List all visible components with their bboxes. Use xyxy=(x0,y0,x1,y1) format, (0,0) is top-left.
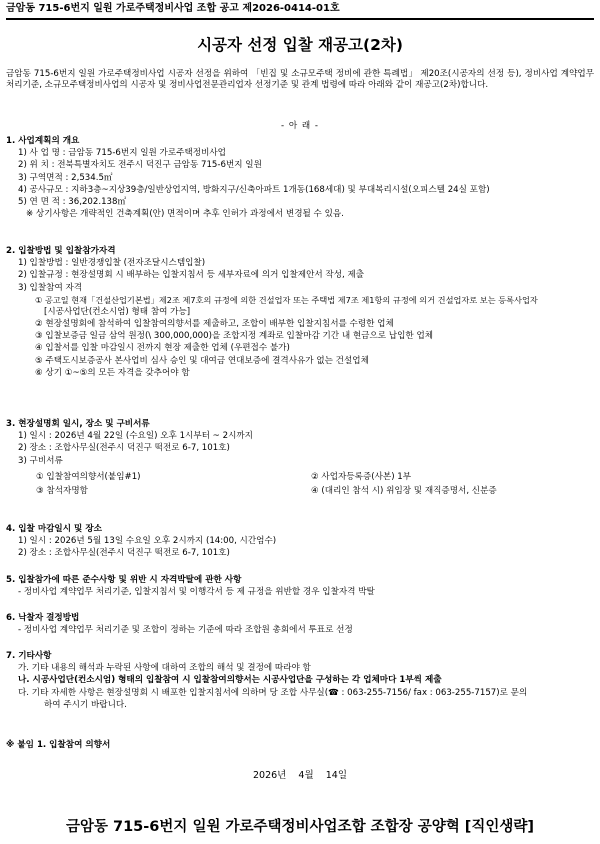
section-body: - 정비사업 계약업무 처리기준, 입찰지침서 및 이행각서 등 제 규정을 위반할 경우 입찰자격 박탈 xyxy=(18,587,375,598)
list-item: 1) 입찰방법 : 일반경쟁입찰 (전자조달시스템입찰) xyxy=(18,258,206,269)
intro-paragraph: 금암동 715-6번지 일원 가로주택정비사업 시공자 선정을 위하여 「빈집 및 소규모주택 정비에 관한 특례법」 제20조(시공자의 선정 등), 정비사업 계약업무 처리기준, 소규모주택정비사업의 시공자 및 정비사업전문관리업자 선정기준 및 관계 법령에 따라 아래와 같이 재공고(2차)합니다. xyxy=(6,69,594,90)
section-3 xyxy=(6,419,594,500)
item-da-cont: 하여 주시기 바랍니다. xyxy=(44,699,127,710)
qualification-2: ② 현장설명회에 참석하여 입찰참여의향서를 제출하고, 조합이 배부한 입찰지침서를 수령한 업체 xyxy=(35,318,394,329)
list-item: 2) 장소 : 조합사무실(전주시 덕진구 떡전로 6-7, 101호) xyxy=(18,443,230,454)
list-item: 1) 일시 : 2026년 4월 22일 (수요일) 오후 1시부터 ~ 2시까지 xyxy=(18,431,253,442)
section-heading: 4. 입찰 마감일시 및 장소 xyxy=(6,524,102,534)
section-heading: 5. 입찰참가에 따른 준수사항 및 위반 시 자격박탈에 관한 사항 xyxy=(6,575,242,585)
section-heading: 6. 낙찰자 결정방법 xyxy=(6,613,80,623)
attachment-label: ※ 붙임 1. 입찰참여 의향서 xyxy=(6,740,111,750)
doc-item: ② 사업자등록증(사본) 1부 xyxy=(311,472,412,483)
list-item: 3) 구비서류 xyxy=(18,455,63,466)
list-item: 2) 입찰규정 : 현장설명회 시 배부하는 입찰지침서 등 세부자료에 의거 입찰제안서 작성, 제출 xyxy=(18,270,365,281)
section-heading: 1. 사업계획의 개요 xyxy=(6,136,80,146)
doc-item: ④ (대리인 참석 시) 위임장 및 재직증명서, 신분증 xyxy=(311,486,497,497)
list-item: 2) 위 치 : 전북특별자치도 전주시 덕진구 금암동 715-6번지 일원 xyxy=(18,160,262,171)
qualification-4: ④ 입찰서를 입찰 마감일시 전까지 현장 제출한 업체 (우편접수 불가) xyxy=(35,343,290,354)
section-heading: 2. 입찰방법 및 입찰참가자격 xyxy=(6,246,116,256)
section-5 xyxy=(6,575,594,599)
signatory: 금암동 715-6번지 일원 가로주택정비사업조합 조합장 공양혁 [직인생략] xyxy=(65,819,535,835)
section-7 xyxy=(6,651,594,712)
item-ga: 가. 기타 내용의 해석과 누락된 사항에 대하여 조합의 해석 및 결정에 따라야 함 xyxy=(18,663,311,674)
notice-number: 금암동 715-6번지 일원 가로주택정비사업 조합 공고 제2026-0414-01호 xyxy=(6,3,594,20)
note: ※ 상기사항은 개략적인 건축계획(안) 면적이며 추후 인허가 과정에서 변경될 수 있음. xyxy=(26,209,344,220)
attachment xyxy=(6,740,594,752)
list-item: 5) 연 면 적 : 36,202.138㎡ xyxy=(18,197,127,208)
qualification-1-cont: [시공사업단(컨소시엄) 형태 참여 가능] xyxy=(44,306,191,317)
list-item: 4) 공사규모 : 지하3층~지상39층/일반상업지역, 방화지구/신축아파트 1개동(168세대) 및 부대복리시설(오피스텔 24실 포함) xyxy=(18,184,490,195)
doc-item: ① 입찰참여의향서(붙임#1) xyxy=(36,472,141,483)
section-heading: 3. 현장설명회 일시, 장소 및 구비서류 xyxy=(6,419,150,429)
item-da: 다. 기타 자세한 사항은 현장설명회 시 배포한 입찰지침서에 의하며 당 조합 사무실(☎ : 063-255-7156/ fax : 063-255-7157)로 문의 xyxy=(18,687,528,698)
section-6 xyxy=(6,613,594,637)
section-body: - 정비사업 계약업무 처리기준 및 조합이 정하는 기준에 따라 조합원 총회에서 투표로 선정 xyxy=(18,625,353,636)
section-1 xyxy=(6,136,594,222)
list-item: 3) 입찰참여 자격 xyxy=(18,282,83,293)
notice-date: 2026년 4월 14일 xyxy=(253,770,347,781)
list-item: 2) 장소 : 조합사무실(전주시 덕진구 떡전로 6-7, 101호) xyxy=(18,548,230,559)
doc-item: ③ 참석자명함 xyxy=(36,486,88,497)
list-item: 1) 사 업 명 : 금암동 715-6번지 일원 가로주택정비사업 xyxy=(18,148,226,159)
page-title: 시공자 선정 입찰 재공고(2차) xyxy=(197,36,403,54)
item-na: 나. 시공사업단(컨소시엄) 형태의 입찰참여 시 입찰참여의향서는 시공사업단을 구성하는 각 업체마다 1부씩 제출 xyxy=(18,675,442,686)
qualification-3: ③ 입찰보증금 일금 삼억 원정(\ 300,000,000)을 조합지정 계좌로 입찰마감 기간 내 현금으로 납입한 업체 xyxy=(35,331,434,342)
section-heading: 7. 기타사항 xyxy=(6,651,52,661)
center-mark: - 아 래 - xyxy=(280,121,319,131)
list-item: 3) 구역면적 : 2,534.5㎡ xyxy=(18,172,113,183)
qualification-1: ① 공고일 현재「건설산업기본법」제2조 제7호의 규정에 의한 건설업자 또는 주택법 제7조 제1항의 규정에 의거 건설업자로 보는 등록사업자 xyxy=(35,294,538,305)
qualification-5: ⑤ 주택도시보증공사 본사업비 심사 승인 및 대여금 연대보증에 결격사유가 없는 건설업체 xyxy=(35,355,369,366)
qualification-6: ⑥ 상기 ①~⑤의 모든 자격을 갖추어야 함 xyxy=(35,367,190,378)
section-2 xyxy=(6,246,594,380)
list-item: 1) 일시 : 2026년 5월 13일 수요일 오후 2시까지 (14:00, 시간엄수) xyxy=(18,536,277,547)
section-4 xyxy=(6,524,594,561)
